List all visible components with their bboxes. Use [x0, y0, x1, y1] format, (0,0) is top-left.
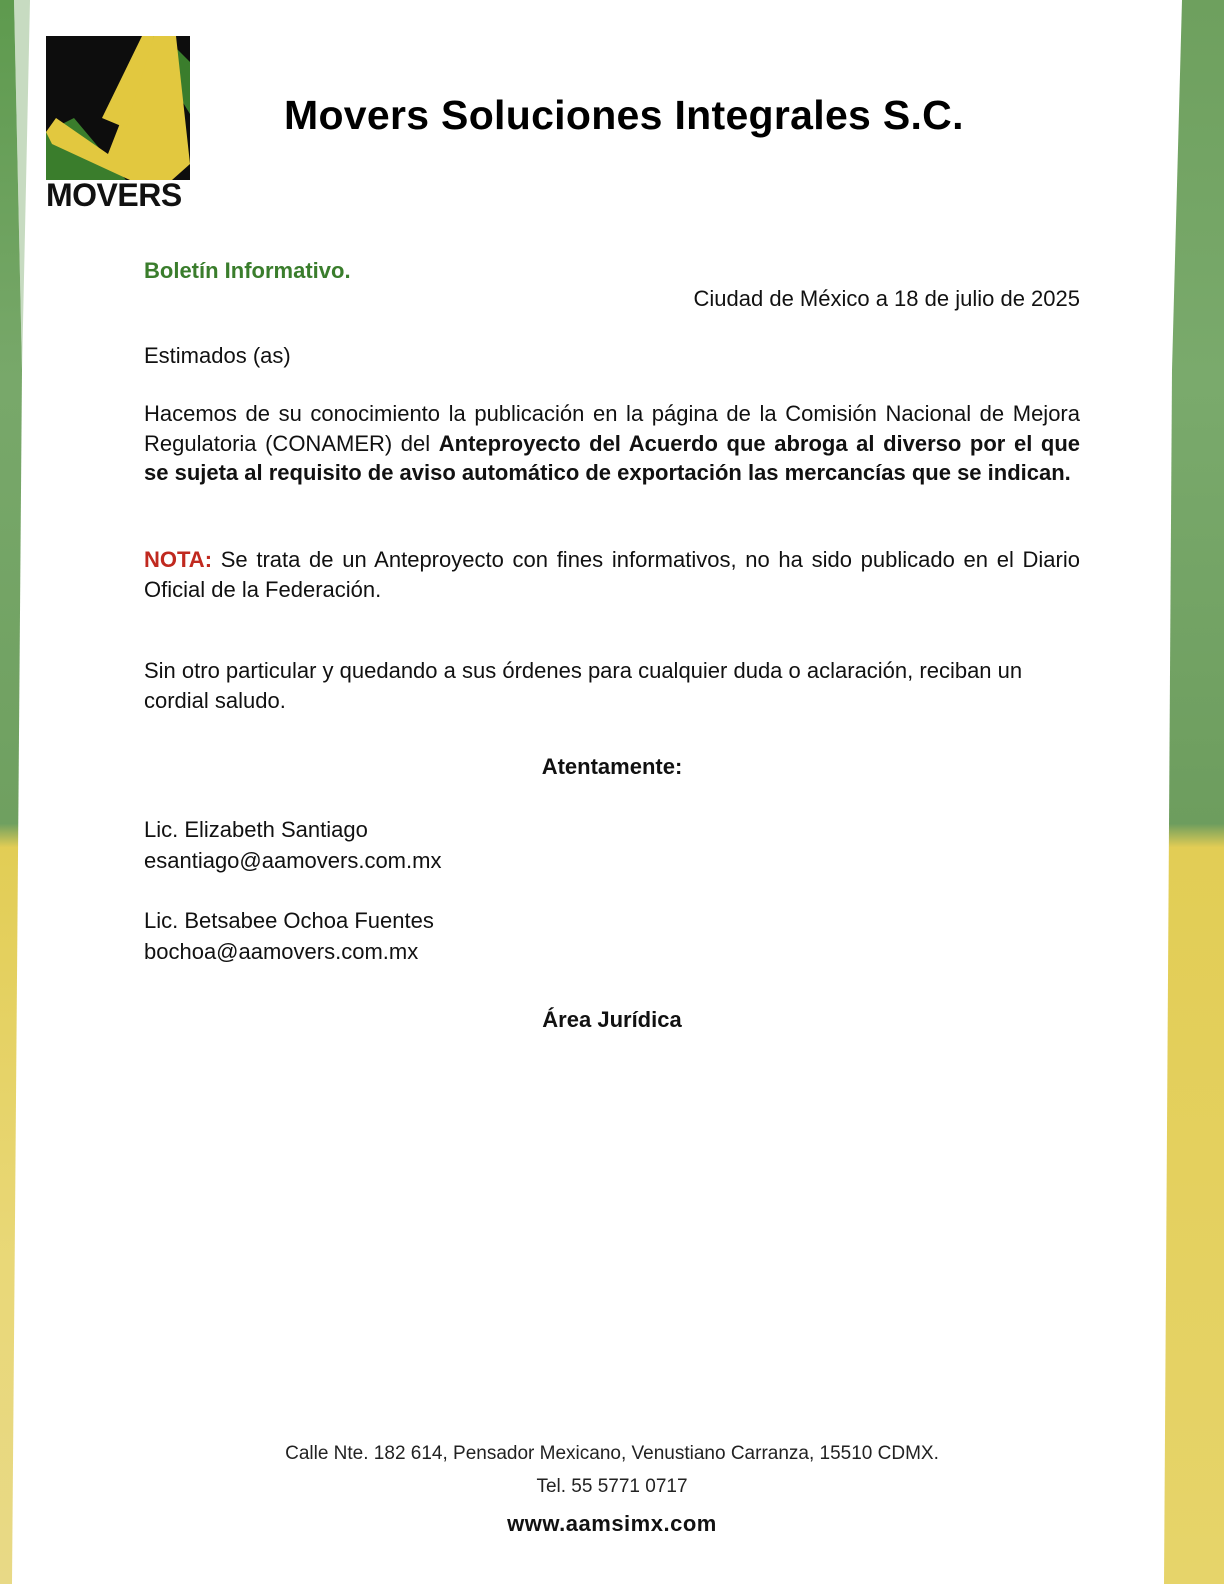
note-paragraph [144, 545, 1080, 604]
sign-off: Atentamente: [541, 754, 683, 779]
footer-address: Calle Nte. 182 614, Pensador Mexicano, Venustiano Carranza, 15510 CDMX. [285, 1443, 939, 1464]
announcement-paragraph [144, 399, 1080, 488]
footer-phone: Tel. 55 5771 0717 [536, 1476, 688, 1497]
announcement-subject: Anteproyecto del Acuerdo que abroga al diverso por el que se sujeta al requisito de aviso automático de exportación las mercancías que se indican. [144, 430, 1081, 485]
announcement-intro: Hacemos de su conocimiento la publicación en la página de la Comisión Nacional de Mejora Regulatoria (CONAMER) del [144, 401, 1080, 456]
note-label: NOTA: [144, 547, 213, 572]
logo-wordmark: MOVERS [46, 177, 182, 213]
footer-website[interactable]: www.aamsimx.com [507, 1511, 717, 1536]
company-name: Movers Soluciones Integrales S.C. [284, 92, 964, 138]
bulletin-label: Boletín Informativo. [144, 258, 351, 283]
movers-logo-mark [46, 36, 190, 180]
signer [144, 815, 441, 876]
department-name: Área Jurídica [542, 1007, 682, 1032]
closing-paragraph: Sin otro particular y quedando a sus órdenes para cualquier duda o aclaración, reciban un cordial saludo. [144, 658, 1023, 713]
signer-email[interactable]: bochoa@aamovers.com.mx [144, 938, 419, 964]
date-line: Ciudad de México a 18 de julio de 2025 [693, 286, 1080, 311]
signer-name: Lic. Betsabee Ochoa Fuentes [144, 908, 434, 933]
greeting: Estimados (as) [144, 343, 291, 368]
signer-email[interactable]: esantiago@aamovers.com.mx [144, 847, 442, 873]
movers-logo [46, 36, 191, 211]
left-decorative-band [0, 0, 60, 1584]
note-text: Se trata de un Anteproyecto con fines informativos, no ha sido publicado en el Diario Oficial de la Federación. [144, 547, 1080, 602]
right-decorative-band [1164, 0, 1224, 1584]
signer-name: Lic. Elizabeth Santiago [144, 817, 368, 842]
signer [144, 906, 434, 967]
